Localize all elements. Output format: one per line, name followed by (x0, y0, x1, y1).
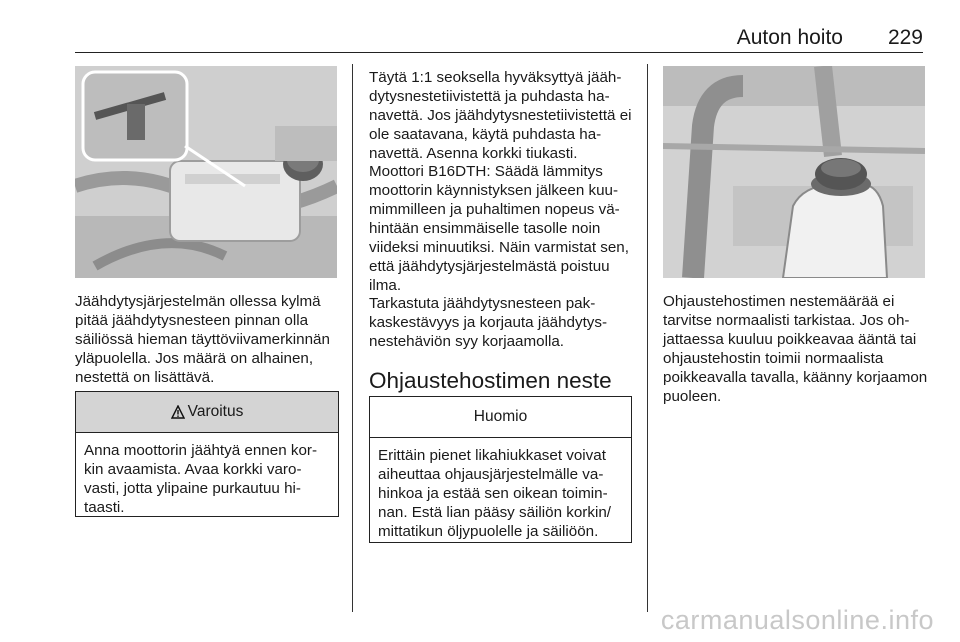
warning-triangle-icon (171, 405, 185, 419)
engine-coolant-reservoir-photo (75, 66, 337, 278)
notice-box-header (370, 397, 631, 438)
notice-box (369, 396, 632, 543)
watermark: carmanualsonline.info (660, 605, 934, 635)
notice-title: Huomio (473, 408, 528, 425)
coolant-fill-text: Täytä 1:1 seoksella hyväksyttyä jäähdytysnestetiivistettä ja puhdasta hanavettä. Jos jäähdytysnestetiivistettä ei ole saatavana, käytä puhdasta hanavettä. Asenna korkki tiukasti. (369, 69, 632, 162)
warning-text: Anna moottorin jäähtyä ennen korkin avaamista. Avaa korkki varovasti, jotta ylipaine purkautuu hitaasti. (84, 442, 318, 516)
power-steering-fluid-text: Ohjaustehostimen nestemäärää ei tarvitse normaalisti tarkistaa. Jos ohjattaessa kuuluu poikkeavaa ääntä tai ohjaustehostin toimii normaalista poikkeavalla tavalla, käänny korjaamon puoleen. (663, 293, 928, 405)
section-heading-power-steering-fluid: Ohjaustehostimen neste (369, 368, 612, 393)
frost-protection-text: Tarkastuta jäähdytysnesteen pakkaskestävyys ja korjauta jäähdytysnestehäviön syy korjaamolla. (369, 295, 608, 350)
coolant-level-text: Jäähdytysjärjestelmän ollessa kylmä pitää jäähdytysnesteen pinnan olla säiliössä hieman täyttöviivamerkinnän yläpuolella. Jos määrä on alhainen, nestettä on lisättävä. (75, 293, 330, 386)
notice-text: Erittäin pienet likahiukkaset voivat aiheuttaa ohjausjärjestelmälle vahinkoa ja estää sen oikean toiminnan. Estä lian pääsy säiliön korkin/ mittatikun öljypuolelle ja säiliöön. (378, 447, 612, 540)
power-steering-reservoir-photo (663, 66, 925, 278)
b16dth-bleed-text: Moottori B16DTH: Säädä lämmitys moottorin käynnistyksen jälkeen kuumimmilleen ja puhaltimen nopeus vähintään ensimmäiselle tasolle noin viideksi minuutiksi. Näin varmistat sen, että jäähdytysjärjestelmästä poistuu ilma. (369, 163, 629, 294)
warning-box-header (76, 392, 338, 433)
page-number: 229 (887, 26, 923, 49)
warning-title: Varoitus (187, 403, 244, 420)
page-header (75, 26, 923, 54)
column-divider-right (647, 64, 648, 612)
chapter-title: Auton hoito (736, 26, 843, 49)
warning-box (75, 391, 339, 517)
column-divider-left (352, 64, 353, 612)
header-rule (75, 52, 923, 53)
